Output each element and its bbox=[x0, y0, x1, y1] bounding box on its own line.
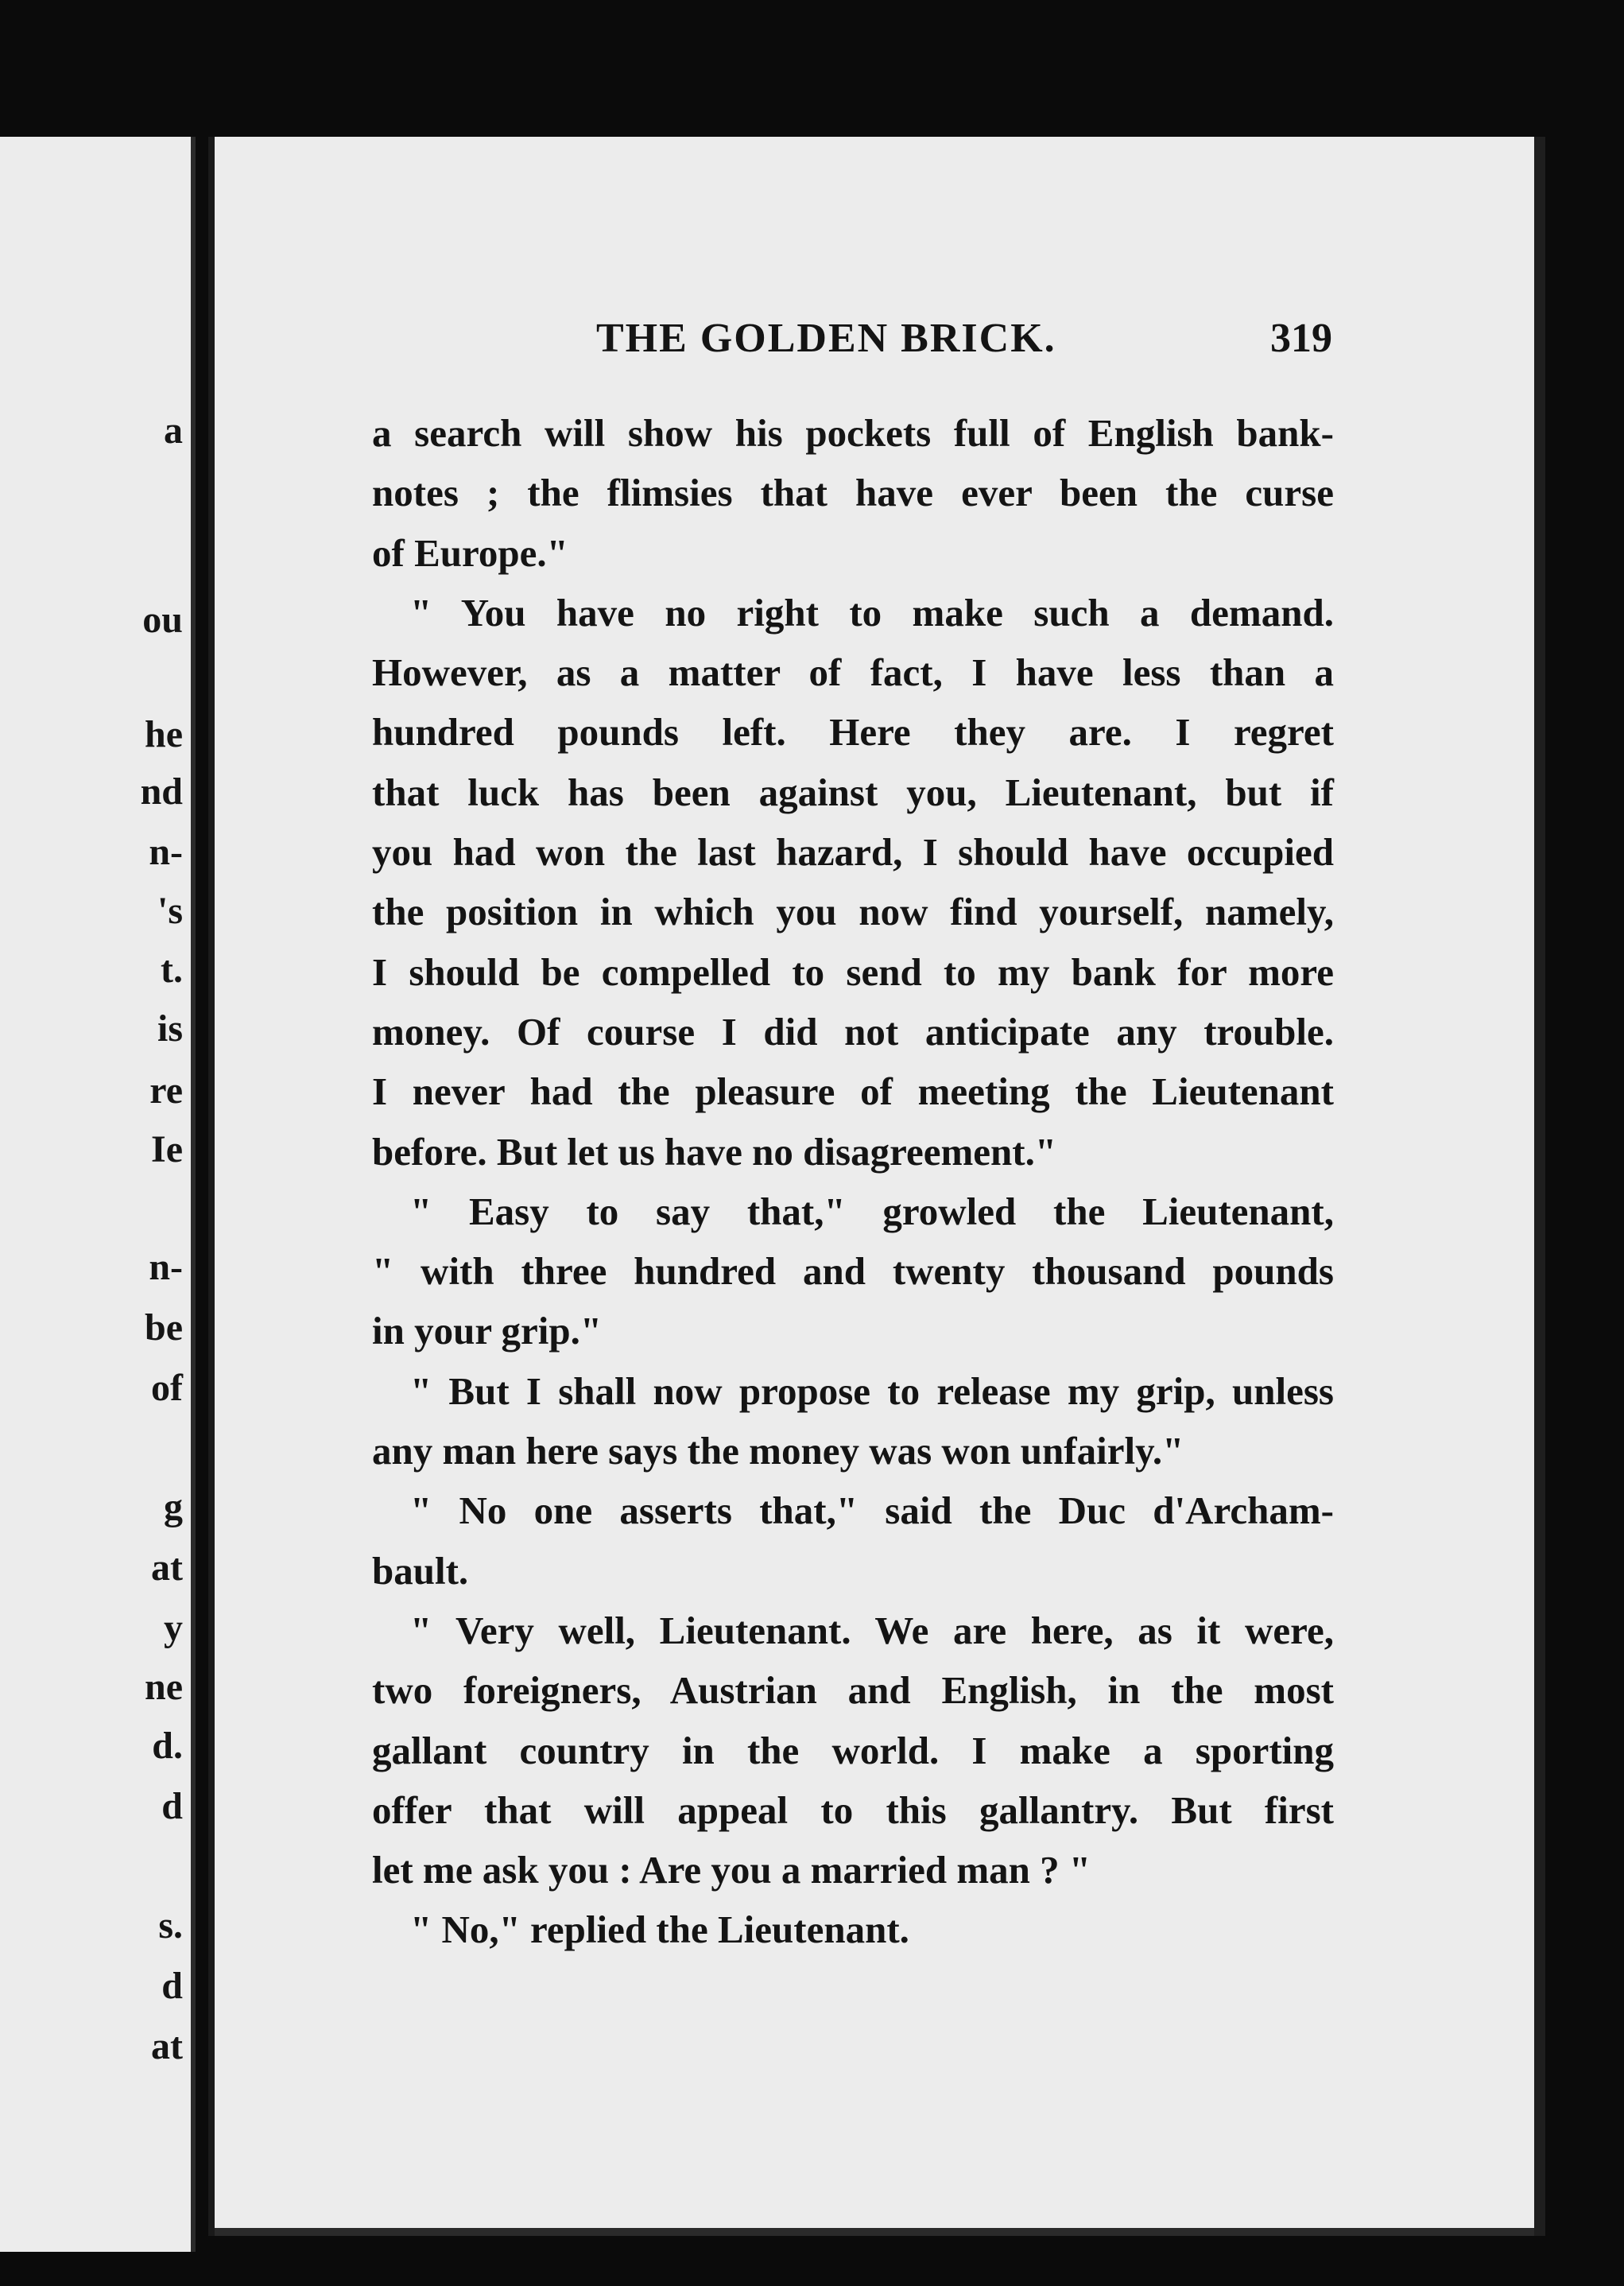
previous-page-text-fragment: at bbox=[151, 2025, 183, 2067]
previous-page-text-fragment: n- bbox=[149, 1246, 183, 1288]
text-line: However, as a matter of fact, I have less than a bbox=[372, 650, 1334, 695]
body-text bbox=[372, 403, 1334, 1960]
previous-page-text-fragment: Ie bbox=[151, 1128, 183, 1170]
previous-page-text-fragment: d bbox=[161, 1785, 183, 1827]
previous-page-text-fragment: he bbox=[145, 713, 183, 755]
previous-page-text-fragment: ou bbox=[142, 599, 183, 641]
text-line: the position in which you now find yourself, namely, bbox=[372, 890, 1334, 934]
text-line: bault. bbox=[372, 1548, 469, 1593]
previous-page-text-fragment: n- bbox=[149, 831, 183, 873]
previous-page-text-fragment: is bbox=[157, 1007, 183, 1050]
previous-page-text-fragment: ne bbox=[145, 1666, 183, 1708]
text-line: money. Of course I did not anticipate any trouble. bbox=[372, 1009, 1334, 1054]
text-line: " No," replied the Lieutenant. bbox=[410, 1908, 909, 1952]
text-line: " Very well, Lieutenant. We are here, as it were, bbox=[410, 1608, 1334, 1652]
text-line: you had won the last hazard, I should have occupied bbox=[372, 830, 1334, 875]
text-line: " with three hundred and twenty thousand pounds bbox=[372, 1249, 1334, 1294]
text-line: of Europe." bbox=[372, 530, 568, 575]
text-line: notes ; the flimsies that have ever been the curse bbox=[372, 471, 1334, 515]
previous-page-text-fragment: re bbox=[149, 1069, 183, 1112]
text-line: before. But let us have no disagreement." bbox=[372, 1129, 1057, 1174]
text-line: " You have no right to make such a demand. bbox=[410, 590, 1334, 635]
previous-page-text-fragment: nd bbox=[140, 770, 183, 813]
text-line: offer that will appeal to this gallantry. But first bbox=[372, 1787, 1334, 1832]
text-line: I never had the pleasure of meeting the Lieutenant bbox=[372, 1069, 1334, 1114]
scan-border-bottom bbox=[0, 2254, 1624, 2286]
text-line: any man here says the money was won unfairly." bbox=[372, 1429, 1184, 1473]
previous-page-text-fragment: d bbox=[161, 1965, 183, 2007]
previous-page-text-fragment: at bbox=[151, 1547, 183, 1589]
text-line: in your grip." bbox=[372, 1309, 603, 1353]
previous-page-text-fragment: 's bbox=[157, 890, 183, 932]
previous-page-text-fragment: t. bbox=[161, 949, 183, 991]
text-line: let me ask you : Are you a married man ? " bbox=[372, 1848, 1091, 1892]
previous-page-text-fragment: s. bbox=[158, 1904, 183, 1946]
previous-page-text-fragment: g bbox=[164, 1486, 183, 1528]
previous-page-text-fragment: d. bbox=[152, 1725, 183, 1767]
text-line: two foreigners, Austrian and English, in the most bbox=[372, 1668, 1334, 1713]
previous-page-text-fragment: a bbox=[164, 409, 183, 452]
previous-page-fragment bbox=[0, 137, 196, 2252]
text-line: a search will show his pockets full of English bank- bbox=[372, 411, 1334, 455]
text-line: gallant country in the world. I make a sporting bbox=[372, 1728, 1334, 1772]
text-line: hundred pounds left. Here they are. I regret bbox=[372, 710, 1334, 755]
text-line: I should be compelled to send to my bank for more bbox=[372, 949, 1334, 994]
text-line: that luck has been against you, Lieutenant, but if bbox=[372, 770, 1334, 814]
previous-page-text-fragment: y bbox=[164, 1607, 183, 1649]
book-page bbox=[208, 137, 1545, 2236]
running-head: THE GOLDEN BRICK. bbox=[596, 316, 1056, 361]
page-number: 319 bbox=[1270, 316, 1332, 361]
text-line: " But I shall now propose to release my grip, unless bbox=[410, 1368, 1334, 1413]
previous-page-text-fragment: be bbox=[145, 1306, 183, 1349]
text-line: " Easy to say that," growled the Lieutenant, bbox=[410, 1189, 1334, 1233]
text-line: " No one asserts that," said the Duc d'Archam- bbox=[410, 1488, 1334, 1533]
previous-page-text-fragment: of bbox=[151, 1367, 183, 1409]
